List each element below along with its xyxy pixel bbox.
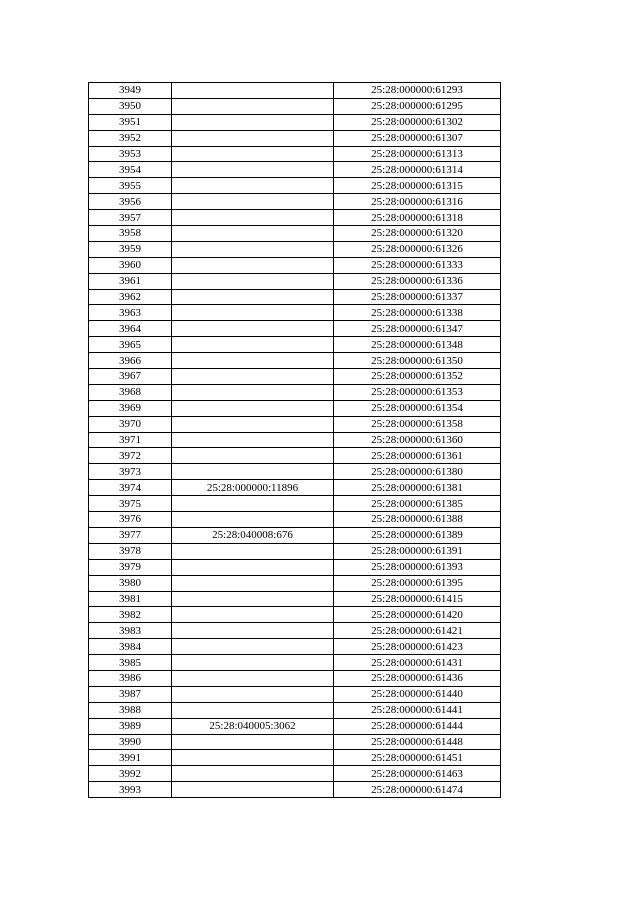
table-row (89, 607, 501, 623)
table-row (89, 210, 501, 226)
table-row (89, 241, 501, 257)
row-number-cell: 3951 (89, 114, 172, 130)
cadastral-number-cell: 25:28:000000:61333 (334, 257, 501, 273)
previous-number-cell (172, 734, 334, 750)
cadastral-number-cell: 25:28:000000:61320 (334, 226, 501, 242)
row-number-cell: 3985 (89, 655, 172, 671)
row-number-cell: 3991 (89, 750, 172, 766)
cadastral-number-cell: 25:28:000000:61352 (334, 369, 501, 385)
table-row (89, 162, 501, 178)
cadastral-number-cell: 25:28:000000:61313 (334, 146, 501, 162)
table-row (89, 559, 501, 575)
cadastral-number-cell: 25:28:000000:61431 (334, 655, 501, 671)
previous-number-cell (172, 369, 334, 385)
cadastral-number-cell: 25:28:000000:61380 (334, 464, 501, 480)
table-row (89, 114, 501, 130)
table-row (89, 416, 501, 432)
table-row (89, 337, 501, 353)
previous-number-cell (172, 543, 334, 559)
cadastral-number-cell: 25:28:000000:61423 (334, 639, 501, 655)
table-row (89, 448, 501, 464)
table-row (89, 384, 501, 400)
previous-number-cell (172, 273, 334, 289)
table-row (89, 257, 501, 273)
table-row (89, 575, 501, 591)
previous-number-cell (172, 337, 334, 353)
row-number-cell: 3966 (89, 353, 172, 369)
previous-number-cell (172, 639, 334, 655)
cadastral-number-cell: 25:28:000000:61326 (334, 241, 501, 257)
cadastral-number-cell: 25:28:000000:61315 (334, 178, 501, 194)
table-row (89, 321, 501, 337)
row-number-cell: 3984 (89, 639, 172, 655)
table-row (89, 369, 501, 385)
previous-number-cell (172, 607, 334, 623)
table-row (89, 702, 501, 718)
row-number-cell: 3964 (89, 321, 172, 337)
previous-number-cell (172, 210, 334, 226)
cadastral-number-cell: 25:28:000000:61347 (334, 321, 501, 337)
previous-number-cell (172, 289, 334, 305)
previous-number-cell (172, 353, 334, 369)
table-row (89, 289, 501, 305)
row-number-cell: 3950 (89, 98, 172, 114)
table-row (89, 130, 501, 146)
previous-number-cell (172, 496, 334, 512)
cadastral-number-cell: 25:28:000000:61293 (334, 83, 501, 99)
row-number-cell: 3969 (89, 400, 172, 416)
cadastral-number-cell: 25:28:000000:61421 (334, 623, 501, 639)
cadastral-number-cell: 25:28:000000:61350 (334, 353, 501, 369)
row-number-cell: 3989 (89, 718, 172, 734)
previous-number-cell: 25:28:040008:676 (172, 527, 334, 543)
row-number-cell: 3956 (89, 194, 172, 210)
cadastral-number-cell: 25:28:000000:61318 (334, 210, 501, 226)
row-number-cell: 3980 (89, 575, 172, 591)
row-number-cell: 3962 (89, 289, 172, 305)
row-number-cell: 3971 (89, 432, 172, 448)
previous-number-cell (172, 194, 334, 210)
cadastral-number-cell: 25:28:000000:61444 (334, 718, 501, 734)
table-row (89, 718, 501, 734)
previous-number-cell (172, 464, 334, 480)
row-number-cell: 3987 (89, 686, 172, 702)
previous-number-cell (172, 750, 334, 766)
table-row (89, 623, 501, 639)
table-row (89, 480, 501, 496)
previous-number-cell (172, 226, 334, 242)
cadastral-number-cell: 25:28:000000:61337 (334, 289, 501, 305)
previous-number-cell (172, 98, 334, 114)
previous-number-cell (172, 130, 334, 146)
row-number-cell: 3972 (89, 448, 172, 464)
table-row (89, 98, 501, 114)
row-number-cell: 3970 (89, 416, 172, 432)
table-row (89, 305, 501, 321)
cadastral-number-cell: 25:28:000000:61307 (334, 130, 501, 146)
cadastral-number-cell: 25:28:000000:61338 (334, 305, 501, 321)
cadastral-number-cell: 25:28:000000:61354 (334, 400, 501, 416)
cadastral-registry-table (88, 82, 501, 798)
table-row (89, 400, 501, 416)
table-row (89, 194, 501, 210)
previous-number-cell (172, 416, 334, 432)
cadastral-number-cell: 25:28:000000:61440 (334, 686, 501, 702)
row-number-cell: 3954 (89, 162, 172, 178)
cadastral-number-cell: 25:28:000000:61295 (334, 98, 501, 114)
row-number-cell: 3977 (89, 527, 172, 543)
row-number-cell: 3979 (89, 559, 172, 575)
row-number-cell: 3957 (89, 210, 172, 226)
table-row (89, 639, 501, 655)
cadastral-number-cell: 25:28:000000:61395 (334, 575, 501, 591)
row-number-cell: 3993 (89, 782, 172, 798)
previous-number-cell (172, 559, 334, 575)
cadastral-number-cell: 25:28:000000:61381 (334, 480, 501, 496)
table-row (89, 83, 501, 99)
previous-number-cell (172, 146, 334, 162)
cadastral-number-cell: 25:28:000000:61389 (334, 527, 501, 543)
cadastral-number-cell: 25:28:000000:61353 (334, 384, 501, 400)
cadastral-number-cell: 25:28:000000:61388 (334, 512, 501, 528)
row-number-cell: 3992 (89, 766, 172, 782)
row-number-cell: 3963 (89, 305, 172, 321)
previous-number-cell (172, 686, 334, 702)
cadastral-number-cell: 25:28:000000:61393 (334, 559, 501, 575)
previous-number-cell: 25:28:000000:11896 (172, 480, 334, 496)
cadastral-number-cell: 25:28:000000:61336 (334, 273, 501, 289)
row-number-cell: 3981 (89, 591, 172, 607)
table-row (89, 766, 501, 782)
row-number-cell: 3975 (89, 496, 172, 512)
previous-number-cell (172, 83, 334, 99)
previous-number-cell (172, 702, 334, 718)
previous-number-cell (172, 257, 334, 273)
table-row (89, 512, 501, 528)
cadastral-number-cell: 25:28:000000:61448 (334, 734, 501, 750)
row-number-cell: 3952 (89, 130, 172, 146)
table-row (89, 543, 501, 559)
previous-number-cell (172, 623, 334, 639)
previous-number-cell (172, 241, 334, 257)
table-row (89, 527, 501, 543)
row-number-cell: 3978 (89, 543, 172, 559)
row-number-cell: 3961 (89, 273, 172, 289)
cadastral-number-cell: 25:28:000000:61415 (334, 591, 501, 607)
row-number-cell: 3983 (89, 623, 172, 639)
table-row (89, 353, 501, 369)
cadastral-number-cell: 25:28:000000:61474 (334, 782, 501, 798)
cadastral-number-cell: 25:28:000000:61316 (334, 194, 501, 210)
previous-number-cell (172, 448, 334, 464)
cadastral-number-cell: 25:28:000000:61420 (334, 607, 501, 623)
cadastral-number-cell: 25:28:000000:61302 (334, 114, 501, 130)
table-row (89, 670, 501, 686)
row-number-cell: 3968 (89, 384, 172, 400)
table-row (89, 591, 501, 607)
row-number-cell: 3976 (89, 512, 172, 528)
previous-number-cell (172, 591, 334, 607)
row-number-cell: 3990 (89, 734, 172, 750)
cadastral-number-cell: 25:28:000000:61385 (334, 496, 501, 512)
cadastral-number-cell: 25:28:000000:61441 (334, 702, 501, 718)
table-row (89, 750, 501, 766)
previous-number-cell (172, 400, 334, 416)
table-row (89, 782, 501, 798)
row-number-cell: 3953 (89, 146, 172, 162)
cadastral-number-cell: 25:28:000000:61358 (334, 416, 501, 432)
row-number-cell: 3988 (89, 702, 172, 718)
previous-number-cell (172, 178, 334, 194)
previous-number-cell (172, 766, 334, 782)
row-number-cell: 3967 (89, 369, 172, 385)
previous-number-cell (172, 655, 334, 671)
previous-number-cell (172, 321, 334, 337)
table-row (89, 496, 501, 512)
previous-number-cell (172, 670, 334, 686)
cadastral-number-cell: 25:28:000000:61463 (334, 766, 501, 782)
cadastral-number-cell: 25:28:000000:61391 (334, 543, 501, 559)
row-number-cell: 3973 (89, 464, 172, 480)
table-row (89, 178, 501, 194)
row-number-cell: 3960 (89, 257, 172, 273)
previous-number-cell (172, 782, 334, 798)
previous-number-cell (172, 575, 334, 591)
row-number-cell: 3982 (89, 607, 172, 623)
previous-number-cell (172, 305, 334, 321)
row-number-cell: 3949 (89, 83, 172, 99)
cadastral-number-cell: 25:28:000000:61360 (334, 432, 501, 448)
table-row (89, 226, 501, 242)
previous-number-cell (172, 512, 334, 528)
previous-number-cell (172, 114, 334, 130)
cadastral-number-cell: 25:28:000000:61348 (334, 337, 501, 353)
cadastral-number-cell: 25:28:000000:61361 (334, 448, 501, 464)
previous-number-cell: 25:28:040005:3062 (172, 718, 334, 734)
row-number-cell: 3986 (89, 670, 172, 686)
table-row (89, 464, 501, 480)
table-row (89, 734, 501, 750)
table-row (89, 655, 501, 671)
table-row (89, 432, 501, 448)
table-row (89, 273, 501, 289)
previous-number-cell (172, 162, 334, 178)
previous-number-cell (172, 432, 334, 448)
cadastral-number-cell: 25:28:000000:61314 (334, 162, 501, 178)
cadastral-number-cell: 25:28:000000:61436 (334, 670, 501, 686)
row-number-cell: 3955 (89, 178, 172, 194)
row-number-cell: 3958 (89, 226, 172, 242)
table-row (89, 146, 501, 162)
row-number-cell: 3959 (89, 241, 172, 257)
row-number-cell: 3965 (89, 337, 172, 353)
table-body (89, 83, 501, 798)
row-number-cell: 3974 (89, 480, 172, 496)
cadastral-number-cell: 25:28:000000:61451 (334, 750, 501, 766)
previous-number-cell (172, 384, 334, 400)
table-row (89, 686, 501, 702)
